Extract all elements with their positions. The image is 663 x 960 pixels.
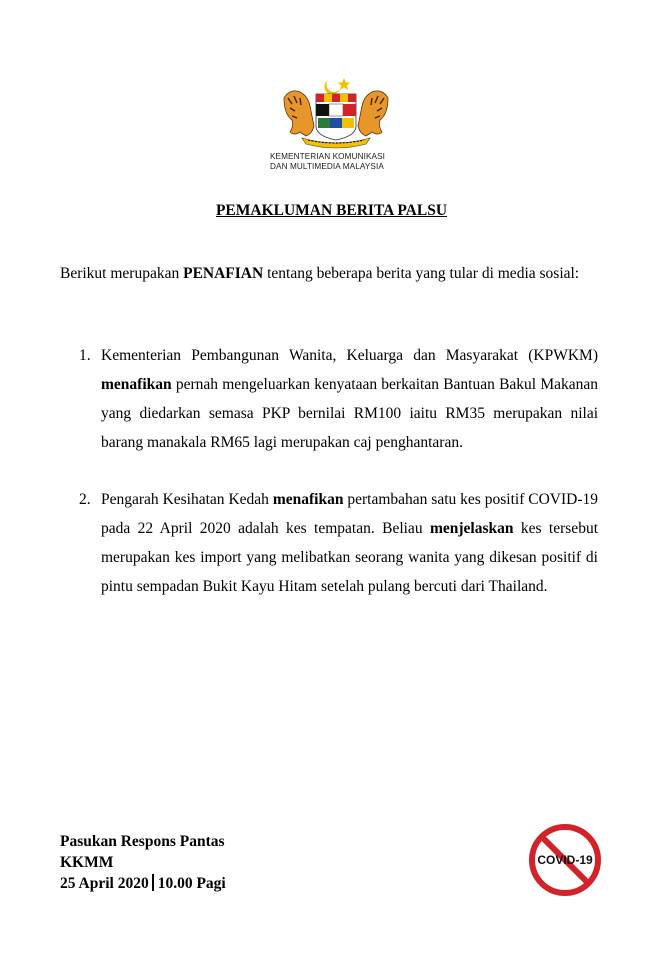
malaysia-coat-of-arms-logo: [276, 74, 396, 152]
document-title: PEMAKLUMAN BERITA PALSU: [215, 202, 448, 219]
intro-bold-keyword: PENAFIAN: [183, 265, 264, 282]
intro-paragraph: [60, 259, 598, 288]
list-number: 1.: [79, 347, 91, 364]
signoff-team: Pasukan Respons Pantas: [60, 833, 225, 850]
ministry-name-line-1: KEMENTERIAN KOMUNIKASI: [270, 152, 386, 161]
item-text: pertambahan satu kes positif COVID-19 pada 22 April 2020 adalah kes tempatan. Beliau: [101, 491, 599, 537]
news-item-2: [60, 485, 598, 601]
covid-badge-text: COVID-19: [537, 853, 593, 867]
ministry-name-line-2: DAN MULTIMEDIA MALAYSIA: [270, 162, 384, 171]
item-text: Kementerian Pembangunan Wanita, Keluarga dan Masyarakat (KPWKM): [101, 347, 598, 364]
intro-text-start: Berikut merupakan: [60, 265, 184, 282]
signoff-org: KKMM: [60, 854, 114, 871]
news-list: [60, 341, 598, 601]
item-bold-keyword: menafikan: [101, 376, 172, 393]
no-covid-icon: [527, 822, 603, 898]
item-bold-keyword: menjelaskan: [429, 520, 514, 537]
item-text: kes tersebut merupakan kes import yang melibatkan seorang wanita yang dikesan positif di pintu sempadan Bukit Kayu Hitam setelah pulang bercuti dari Thailand.: [101, 520, 598, 595]
item-bold-keyword: menafikan: [272, 491, 344, 508]
item-text: pernah mengeluarkan kenyataan berkaitan Bantuan Bakul Makanan yang diedarkan semasa PKP bernilai RM100 iaitu RM35 merupakan nilai barang manakala RM65 lagi merupakan caj penghantaran.: [101, 376, 598, 451]
intro-text-end: tentang beberapa berita yang tular di media sosial:: [263, 265, 580, 282]
item-text: Pengarah Kesihatan Kedah: [101, 491, 273, 508]
datetime-separator: [152, 874, 154, 891]
list-number: 2.: [79, 491, 91, 508]
signoff-block: [60, 831, 226, 894]
signoff-datetime: [60, 873, 226, 894]
signoff-time: 10.00 Pagi: [157, 875, 226, 892]
news-item-1: [60, 341, 598, 457]
ministry-name: [270, 152, 410, 172]
signoff-date: 25 April 2020: [60, 875, 149, 892]
